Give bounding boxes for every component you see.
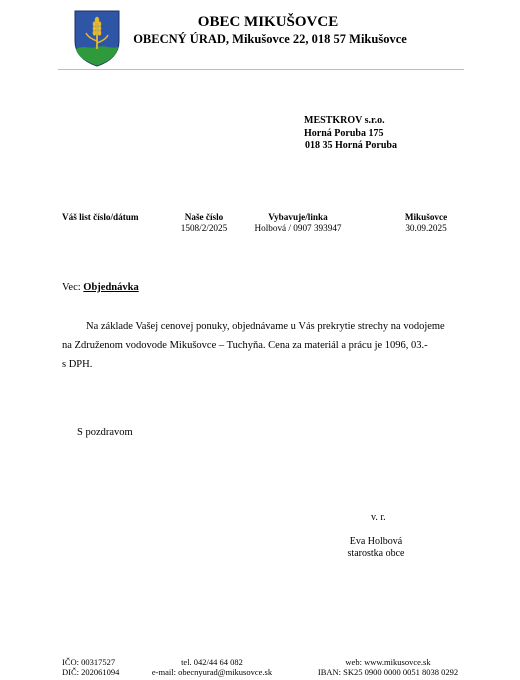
- recipient-street: Horná Poruba 175: [304, 127, 384, 139]
- municipality-title: OBEC MIKUŠOVCE: [197, 14, 339, 30]
- header-divider: [58, 69, 464, 70]
- letter-body: [62, 317, 460, 374]
- handled-by-label: Vybavuje/linka: [268, 212, 328, 222]
- signature-vr: v. r.: [371, 512, 386, 523]
- letterhead: [0, 14, 520, 47]
- place-label: Mikušovce: [404, 212, 448, 222]
- footer-dic: DIČ: 202061094: [62, 667, 120, 677]
- signature-block: [340, 536, 412, 560]
- recipient-address: [304, 115, 397, 153]
- recipient-name: MESTKROV s.r.o.: [304, 115, 385, 126]
- subject-line: [62, 282, 139, 293]
- our-number-value: 1508/2/2025: [180, 223, 228, 233]
- subject-value: Objednávka: [83, 282, 139, 293]
- footer-iban: IBAN: SK25 0900 0000 0051 8038 0292: [317, 667, 459, 677]
- office-address: OBECNÝ ÚRAD, Mikušovce 22, 018 57 Mikušovce: [133, 32, 407, 46]
- handled-by-value: Holbová / 0907 393947: [254, 223, 342, 233]
- body-line-3: s DPH.: [62, 359, 93, 370]
- signer-name: Eva Holbová: [349, 536, 403, 547]
- our-number-label: Naše číslo: [184, 212, 224, 222]
- footer-email: e-mail: obecnyurad@mikusovce.sk: [151, 667, 273, 677]
- recipient-city: 018 35 Horná Poruba: [305, 140, 397, 151]
- footer-tel: tel. 042/44 64 082: [181, 657, 243, 667]
- footer-contact: [146, 657, 278, 677]
- subject-label: Vec:: [62, 282, 81, 293]
- footer-ids: [62, 657, 119, 677]
- letter-date: 30.09.2025: [405, 223, 447, 233]
- greeting: S pozdravom: [77, 427, 133, 438]
- signer-title: starostka obce: [347, 548, 405, 559]
- your-letter-label: Váš list číslo/dátum: [62, 212, 139, 222]
- footer-web-bank: [310, 657, 466, 677]
- body-line-2: na Združenom vodovode Mikušovce – Tuchyňa. Cena za materiál a prácu je 1096, 03.-: [62, 340, 428, 351]
- body-line-1: Na základe Vašej cenovej ponuky, objednávame u Vás prekrytie strechy na vodojeme: [86, 321, 445, 332]
- footer-web: web: www.mikusovce.sk: [345, 657, 431, 667]
- footer-ico: IČO: 00317527: [62, 657, 116, 667]
